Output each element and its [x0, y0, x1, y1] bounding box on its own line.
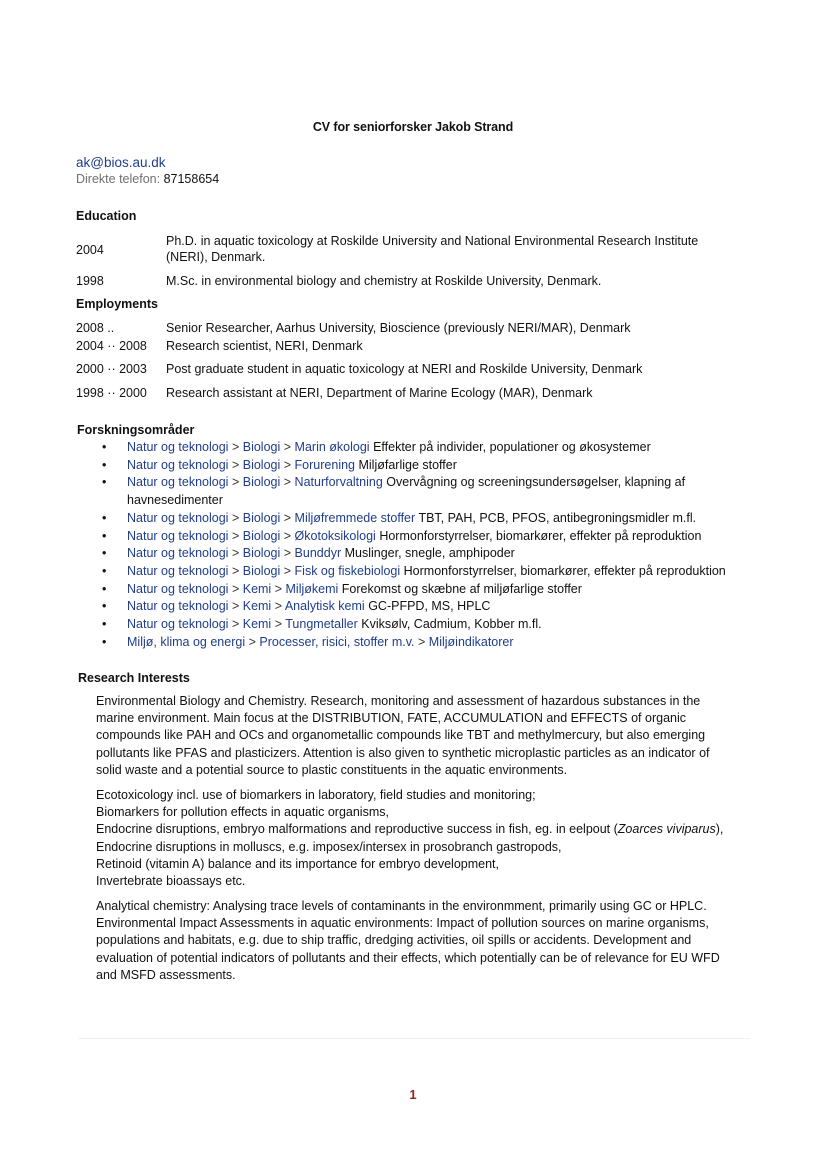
paragraph-line: Environmental Impact Assessments in aquatic environments: Impact of pollution sources on marine organisms, [96, 916, 709, 931]
category-link[interactable]: Natur og teknologi [127, 440, 229, 454]
education-desc [166, 233, 726, 265]
category-link[interactable]: Natur og teknologi [127, 457, 229, 472]
breadcrumb-separator: > [283, 475, 292, 490]
category-link[interactable]: Natur og teknologi [127, 563, 229, 578]
category-link[interactable]: Processer, risici, stoffer m.v. [259, 634, 415, 649]
phone-line [76, 171, 219, 188]
species-name: Zoarces viviparus [617, 822, 716, 837]
education-desc: M.Sc. in environmental biology and chemistry at Roskilde University, Denmark. [166, 274, 602, 288]
paragraph-line: evaluation of potential indicators of pollutants and their effects, which potentially can be of relevance for EU WFD [96, 950, 720, 965]
breadcrumb-separator: > [231, 440, 240, 454]
employment-year: 1998 ·· 2000 [76, 386, 147, 400]
paragraph-line: pollutants like PFAS and plasticizers. Attention is also given to synthetic microplastic particles as an indicator of [96, 745, 710, 760]
paragraph-line: Biomarkers for pollution effects in aquatic organisms, [96, 805, 389, 820]
phone-label: Direkte telefon: [76, 172, 161, 186]
category-link[interactable]: Miljø, klima og energi [127, 634, 246, 649]
list-item [100, 581, 760, 599]
contact-block [76, 154, 219, 188]
bullet: • [102, 563, 107, 578]
page-number: 1 [409, 1087, 417, 1102]
bullet: • [102, 528, 107, 543]
breadcrumb-separator: > [274, 617, 283, 632]
line-text: Endocrine disruptions, embryo malformations and reproductive success in fish, eg. in eelpout ( [96, 822, 618, 837]
paragraph-line: marine environment. Main focus at the DISTRIBUTION, FATE, ACCUMULATION and EFFECTS of organic [96, 711, 686, 726]
category-link[interactable]: Forurening [294, 457, 355, 472]
employment-year: 2004 ·· 2008 [76, 339, 147, 353]
bullet: • [102, 617, 107, 632]
category-link[interactable]: Miljøfremmede stoffer [294, 510, 416, 525]
education-desc-line: (NERI), Denmark. [166, 250, 266, 264]
breadcrumb-separator: > [283, 510, 292, 525]
employment-desc: Post graduate student in aquatic toxicology at NERI and Roskilde University, Denmark [166, 362, 643, 376]
category-link[interactable]: Miljøindikatorer [428, 634, 514, 649]
employment-desc: Research scientist, NERI, Denmark [166, 339, 363, 353]
research-areas-heading: Forskningsområder [77, 423, 195, 437]
employment-year: 2008 .. [76, 321, 115, 335]
category-link[interactable]: Fisk og fiskebiologi [294, 563, 401, 578]
list-item [100, 616, 760, 634]
category-link[interactable]: Biologi [242, 510, 281, 525]
breadcrumb-separator: > [231, 546, 240, 561]
breadcrumb-separator: > [283, 563, 292, 578]
paragraph-line: solid waste and a potential source to plastic constituents in the aquatic environments. [96, 762, 568, 777]
category-link[interactable]: Natur og teknologi [127, 510, 229, 525]
list-item [100, 457, 760, 475]
area-description: havnesedimenter [127, 493, 223, 508]
category-link[interactable]: Tungmetaller [285, 617, 358, 632]
category-link[interactable]: Biologi [242, 546, 281, 561]
list-item [100, 474, 760, 509]
area-description: Kviksølv, Cadmium, Kobber m.fl. [361, 617, 542, 632]
breadcrumb-separator: > [231, 563, 240, 578]
email-link[interactable]: ak@bios.au.dk [76, 155, 166, 170]
category-link[interactable]: Miljøkemi [285, 581, 339, 596]
category-link[interactable]: Biologi [242, 440, 281, 454]
category-link[interactable]: Natur og teknologi [127, 599, 229, 614]
area-description: Muslinger, snegle, amphipoder [344, 546, 515, 561]
list-item [100, 510, 760, 528]
paragraph-line: Ecotoxicology incl. use of biomarkers in laboratory, field studies and monitoring; [96, 788, 536, 802]
phone-number: 87158654 [163, 172, 220, 186]
category-link[interactable]: Biologi [242, 475, 281, 490]
bullet: • [102, 581, 107, 596]
bullet: • [102, 546, 107, 561]
category-link[interactable]: Kemi [242, 617, 272, 632]
category-link[interactable]: Analytisk kemi [284, 599, 365, 614]
breadcrumb-separator: > [248, 634, 256, 649]
category-link[interactable]: Biologi [242, 457, 281, 472]
category-link[interactable]: Kemi [242, 599, 272, 614]
area-description: Effekter på individer, populationer og økosystemer [373, 440, 651, 454]
ecotoxicology-paragraph [96, 787, 746, 890]
breadcrumb-separator: > [283, 440, 292, 454]
breadcrumb-separator: > [283, 546, 292, 561]
education-heading: Education [76, 209, 137, 223]
employments-heading: Employments [76, 297, 158, 311]
paragraph-line: populations and habitats, e.g. due to ship traffic, dredging activities, oil spills or accidents. Development and [96, 933, 692, 948]
breadcrumb-separator: > [231, 475, 240, 490]
area-description: Hormonforstyrrelser, biomarkører, effekter på reproduktion [379, 528, 702, 543]
category-link[interactable]: Natur og teknologi [127, 528, 229, 543]
category-link[interactable]: Kemi [242, 581, 272, 596]
page-title: CV for seniorforsker Jakob Strand [312, 120, 514, 134]
category-link[interactable]: Marin økologi [294, 440, 370, 454]
category-link[interactable]: Bunddyr [294, 546, 342, 561]
category-link[interactable]: Natur og teknologi [127, 617, 229, 632]
breadcrumb-separator: > [231, 617, 240, 632]
paragraph-line: and MSFD assessments. [96, 967, 236, 982]
line-text: ), [715, 822, 724, 837]
list-item [100, 634, 760, 652]
category-link[interactable]: Natur og teknologi [127, 475, 229, 490]
research-interests-paragraph [96, 693, 746, 779]
paragraph-line: Environmental Biology and Chemistry. Research, monitoring and assessment of hazardous substances in the [96, 694, 701, 708]
breadcrumb-separator: > [283, 528, 292, 543]
category-link[interactable]: Natur og teknologi [127, 546, 229, 561]
list-item [100, 545, 760, 563]
bullet: • [102, 634, 107, 649]
area-description: GC-PFPD, MS, HPLC [368, 599, 491, 614]
education-desc-line: Ph.D. in aquatic toxicology at Roskilde University and National Environmental Research Institute [166, 234, 699, 248]
research-areas-list [100, 439, 760, 651]
area-description: Hormonforstyrrelser, biomarkører, effekter på reproduktion [403, 563, 726, 578]
analytical-paragraph [96, 898, 746, 984]
breadcrumb-separator: > [231, 581, 240, 596]
employment-year: 2000 ·· 2003 [76, 362, 147, 376]
paragraph-line: compounds like PAH and OCs and organometallic compounds like TBT and methylmercury, but also emerging [96, 728, 706, 743]
bullet: • [102, 457, 107, 472]
education-year: 2004 [76, 243, 104, 257]
employment-desc: Research assistant at NERI, Department of Marine Ecology (MAR), Denmark [166, 386, 593, 400]
paragraph-line: Retinoid (vitamin A) balance and its importance for embryo development, [96, 856, 499, 871]
area-description: Overvågning og screeningsundersøgelser, klapning af [386, 475, 686, 490]
breadcrumb-separator: > [231, 510, 240, 525]
category-link[interactable]: Naturforvaltning [294, 475, 383, 490]
list-item [100, 528, 760, 546]
area-description: Forekomst og skæbne af miljøfarlige stoffer [341, 581, 582, 596]
bullet: • [102, 475, 107, 490]
research-interests-heading: Research Interests [78, 671, 190, 685]
list-item [100, 598, 760, 616]
breadcrumb-separator: > [283, 457, 292, 472]
bullet: • [102, 510, 107, 525]
area-description: TBT, PAH, PCB, PFOS, antibegroningsmidler m.fl. [418, 510, 697, 525]
breadcrumb-separator: > [231, 457, 240, 472]
area-description: Miljøfarlige stoffer [358, 457, 457, 472]
breadcrumb-separator: > [231, 599, 240, 614]
breadcrumb-separator: > [274, 581, 283, 596]
paragraph-line [96, 821, 746, 838]
list-item [100, 439, 760, 457]
category-link[interactable]: Biologi [242, 563, 281, 578]
breadcrumb-separator: > [274, 599, 283, 614]
breadcrumb-separator: > [231, 528, 240, 543]
bullet: • [102, 599, 107, 614]
category-link[interactable]: Natur og teknologi [127, 581, 229, 596]
footer-divider [78, 1038, 750, 1039]
list-item [100, 563, 760, 581]
employment-desc: Senior Researcher, Aarhus University, Bioscience (previously NERI/MAR), Denmark [166, 321, 631, 335]
paragraph-line: Invertebrate bioassays etc. [96, 874, 246, 889]
breadcrumb-separator: > [418, 634, 426, 649]
category-link[interactable]: Biologi [242, 528, 281, 543]
education-year: 1998 [76, 274, 104, 288]
bullet: • [102, 440, 107, 454]
category-link[interactable]: Økotoksikologi [294, 528, 376, 543]
paragraph-line: Endocrine disruptions in molluscs, e.g. imposex/intersex in prosobranch gastropods, [96, 839, 562, 854]
paragraph-line: Analytical chemistry: Analysing trace levels of contaminants in the environmment, primarily using GC or HPLC. [96, 899, 707, 913]
